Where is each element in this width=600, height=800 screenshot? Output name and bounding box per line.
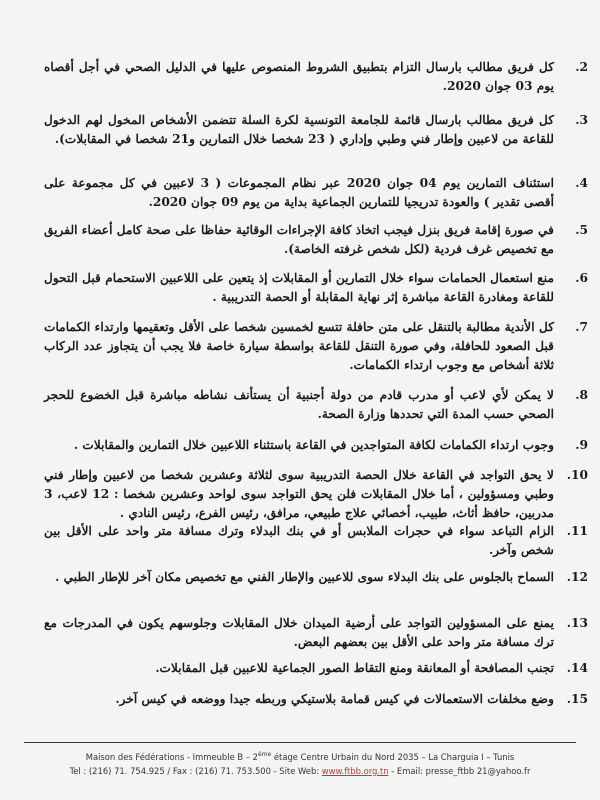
list-item: [44, 58, 588, 96]
item-text: وجوب ارتداء الكمامات لكافة المتواجدين في القاعة باستثناء اللاعبين خلال التمارين والمقابلات .: [73, 438, 554, 452]
list-item: [44, 690, 588, 709]
item-text: لا يمكن لأي لاعب أو مدرب قادم من دولة أجنبية أن يستأنف نشاطه مباشرة قبل الخضوع للحجر الصحي حسب المدة التي تحددها وزارة الصحة.: [44, 388, 554, 421]
item-number: .7: [575, 320, 588, 334]
item-number: .3: [575, 113, 588, 127]
item-number: .2: [575, 60, 588, 74]
item-text: تجنب المصافحة أو المعانقة ومنع التقاط الصور الجماعية للاعبين قبل المقابلات.: [155, 661, 554, 675]
footer: [20, 748, 580, 778]
list-item: [44, 221, 588, 259]
footer-address: Maison des Fédérations - Immeuble B – 2ème étage Centre Urbain du Nord 2035 – La Charguia I – Tunis: [85, 751, 515, 762]
item-text: كل فريق مطالب بارسال التزام بتطبيق الشروط المنصوص عليها في الدليل الصحي في أجل أقصاه يوم 03 جوان 2020.: [44, 60, 554, 93]
item-number: .15: [566, 692, 588, 706]
item-number: .9: [575, 438, 588, 452]
item-text: يمنع على المسؤولين التواجد على أرضية الميدان خلال المقابلات وجلوسهم يكون في المدرجات مع ترك مسافة متر واحد على الأقل بين بعضهم البعض.: [44, 616, 554, 649]
footer-divider: [24, 742, 576, 743]
list-item: [44, 269, 588, 307]
footer-contact: Tel : (216) 71. 754.925 / Fax : (216) 71. 753.500 - Site Web: www.ftbb.org.tn - Email: presse_ftbb 21@yahoo.fr: [69, 765, 531, 776]
list-item: [44, 522, 588, 560]
website-link[interactable]: www.ftbb.org.tn: [321, 765, 389, 776]
list-item: [44, 386, 588, 424]
item-number: .6: [575, 271, 588, 285]
list-item: [44, 174, 588, 212]
item-number: .5: [575, 223, 588, 237]
item-text: لا يحق التواجد في القاعة خلال الحصة التدريبية سوى لثلاثة وعشرين شخصا من لاعبين وإطار فني وطبي ومسؤولين ، أما خلال المقابلات فلن يحق التواجد سوى لواحد وعشرين شخصا : 12 لاعب، 3 مدربين، حافظ أثاث، طبيب، أخصائي علاج طبيعي، مرافق، رئيس الفرع، رئيس النادي .: [44, 468, 554, 520]
item-text: السماح بالجلوس على بنك البدلاء سوى للاعبين والإطار الفني مع تخصيص مكان آخر للإطار الطبي .: [55, 570, 554, 584]
item-number: .11: [566, 524, 588, 538]
list-item: [44, 614, 588, 652]
list-item: [44, 318, 588, 375]
item-number: .13: [566, 616, 588, 630]
item-text: الزام التباعد سواء في حجرات الملابس أو في بنك البدلاء وترك مسافة متر واحد على الأقل بين شخص وآخر.: [44, 524, 554, 557]
list-item: [44, 111, 588, 149]
item-text: وضع مخلفات الاستعمالات في كيس قمامة بلاستيكي وربطه جيدا ووضعه في كيس آخر.: [115, 692, 554, 706]
item-number: .4: [575, 176, 588, 190]
item-text: كل الأندية مطالبة بالتنقل على متن حافلة تتسع لخمسين شخصا على الأقل وتعقيمها وارتداء الكمامات قبل الصعود للحافلة، وفي صورة التنقل للقاعة بواسطة سيارة خاصة فلا يجب أن يتجاوز عدد الركاب ثلاثة أشخاص مع وجوب ارتداء الكمامات.: [44, 320, 554, 372]
item-number: .14: [566, 661, 588, 675]
list-item: [44, 568, 588, 587]
item-text: في صورة إقامة فريق بنزل فيجب اتخاذ كافة الإجراءات الوقائية حفاظا على صحة كامل أعضاء الفريق مع تخصيص غرف فردية (لكل شخص غرفته الخاصة).: [44, 223, 554, 256]
item-number: .12: [566, 570, 588, 584]
list-item: [44, 659, 588, 678]
item-text: كل فريق مطالب بارسال قائمة للجامعة التونسية لكرة السلة تتضمن الأشخاص المخول لهم الدخول للقاعة من لاعبين وإطار فني وطبي وإداري ( 23 شخصا خلال التمارين و21 شخصا في المقابلات).: [44, 113, 554, 146]
item-number: .8: [575, 388, 588, 402]
item-number: .10: [566, 468, 588, 482]
item-text: منع استعمال الحمامات سواء خلال التمارين أو المقابلات إذ يتعين على اللاعبين الاستحمام قبل التحول للقاعة ومغادرة القاعة مباشرة إثر نهاية المقابلة أو الحصة التدريبية .: [44, 271, 554, 304]
list-item: [44, 436, 588, 455]
list-item: [44, 466, 588, 523]
item-text: استئناف التمارين يوم 04 جوان 2020 عبر نظام المجموعات ( 3 لاعبين في كل مجموعة على أقصى تقدير ) والعودة تدريجيا للتمارين الجماعية بداية من يوم 09 جوان 2020.: [44, 176, 554, 209]
